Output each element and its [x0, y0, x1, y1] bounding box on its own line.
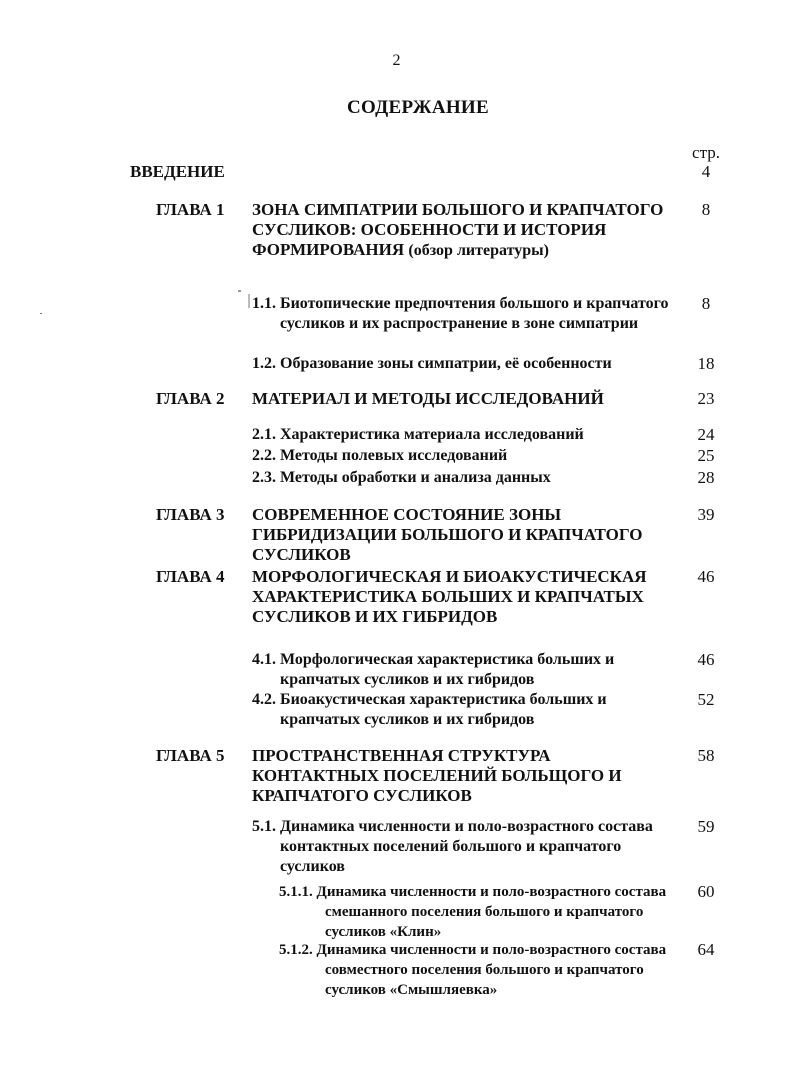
- chapter-2-page: 23: [697, 389, 715, 408]
- intro-page: 4: [701, 162, 711, 181]
- chapter-5-title: ПРОСТРАНСТВЕННАЯ СТРУКТУРА КОНТАКТНЫХ ПОСЕЛЕНИЙ БОЛЬЩОГО И КРАПЧАТОГО СУСЛИКОВ: [252, 746, 622, 805]
- section-2-2: 2.2. Методы полевых исследований: [252, 447, 508, 464]
- chapter-4-label: ГЛАВА 4: [156, 567, 225, 586]
- chapter-5-page: 58: [697, 746, 715, 765]
- chapter-2-title: МАТЕРИАЛ И МЕТОДЫ ИССЛЕДОВАНИЙ: [252, 389, 604, 408]
- chapter-4-title: МОРФОЛОГИЧЕСКАЯ И БИОАКУСТИЧЕСКАЯ ХАРАКТЕРИСТИКА БОЛЬШИХ И КРАПЧАТЫХ СУСЛИКОВ И ИХ ГИБРИДОВ: [252, 567, 647, 626]
- chapter-1-title-text: ЗОНА СИМПАТРИИ БОЛЬШОГО И КРАПЧАТОГО СУСЛИКОВ: ОСОБЕННОСТИ И ИСТОРИЯ ФОРМИРОВАНИЯ: [252, 200, 664, 259]
- chapter-3-label: ГЛАВА 3: [156, 505, 225, 524]
- section-1-2-page: 18: [697, 354, 715, 373]
- scan-speck: [248, 294, 250, 308]
- intro-label: ВВЕДЕНИЕ: [130, 162, 225, 181]
- section-2-1-page: 24: [697, 425, 715, 444]
- section-2-2-page: 25: [697, 446, 715, 465]
- section-2-1: 2.1. Характеристика материала исследований: [252, 426, 584, 443]
- subsection-5-1-1: 5.1.1. Динамика численности и поло-возрастного состава смешанного поселения большого и крапчатого сусликов «Клин»: [279, 884, 667, 940]
- section-4-1-page: 46: [697, 650, 715, 669]
- section-2-3-page: 28: [697, 468, 715, 487]
- section-4-1: 4.1. Морфологическая характеристика больших и крапчатых сусликов и их гибридов: [252, 651, 615, 688]
- chapter-3-title: СОВРЕМЕННОЕ СОСТОЯНИЕ ЗОНЫ ГИБРИДИЗАЦИИ БОЛЬШОГО И КРАПЧАТОГО СУСЛИКОВ: [252, 505, 643, 564]
- subsection-5-1-1-page: 60: [697, 882, 715, 901]
- section-1-1-page: 8: [701, 294, 711, 313]
- page-column-header: стр.: [692, 143, 720, 162]
- subsection-5-1-2-page: 64: [697, 940, 715, 959]
- chapter-1-note: (обзор литературы): [408, 242, 549, 259]
- page-number: 2: [392, 52, 401, 69]
- chapter-4-page: 46: [697, 567, 715, 586]
- section-5-1: 5.1. Динамика численности и поло-возрастного состава контактных поселений большого и крапчатого сусликов: [252, 818, 653, 875]
- section-2-3: 2.3. Методы обработки и анализа данных: [252, 469, 551, 486]
- toc-title: СОДЕРЖАНИЕ: [347, 97, 489, 118]
- section-5-1-page: 59: [697, 817, 715, 836]
- section-1-2: 1.2. Образование зоны симпатрии, её особенности: [252, 355, 612, 372]
- section-4-2-page: 52: [697, 690, 715, 709]
- chapter-1-title: [252, 200, 672, 261]
- chapter-2-label: ГЛАВА 2: [156, 389, 225, 408]
- subsection-5-1-2: 5.1.2. Динамика численности и поло-возрастного состава совместного поселения большого и крапчатого сусликов «Смышляевка»: [279, 942, 667, 998]
- scan-speck: [238, 290, 241, 292]
- chapter-1-label: ГЛАВА 1: [156, 200, 225, 219]
- chapter-1-page: 8: [701, 200, 711, 219]
- section-4-2: 4.2. Биоакустическая характеристика больших и крапчатых сусликов и их гибридов: [252, 691, 607, 728]
- chapter-5-label: ГЛАВА 5: [156, 746, 225, 765]
- scan-speck: [40, 313, 42, 314]
- section-1-1: 1.1. Биотопические предпочтения большого и крапчатого сусликов и их распространение в зоне симпатрии: [252, 295, 669, 332]
- chapter-3-page: 39: [697, 505, 715, 524]
